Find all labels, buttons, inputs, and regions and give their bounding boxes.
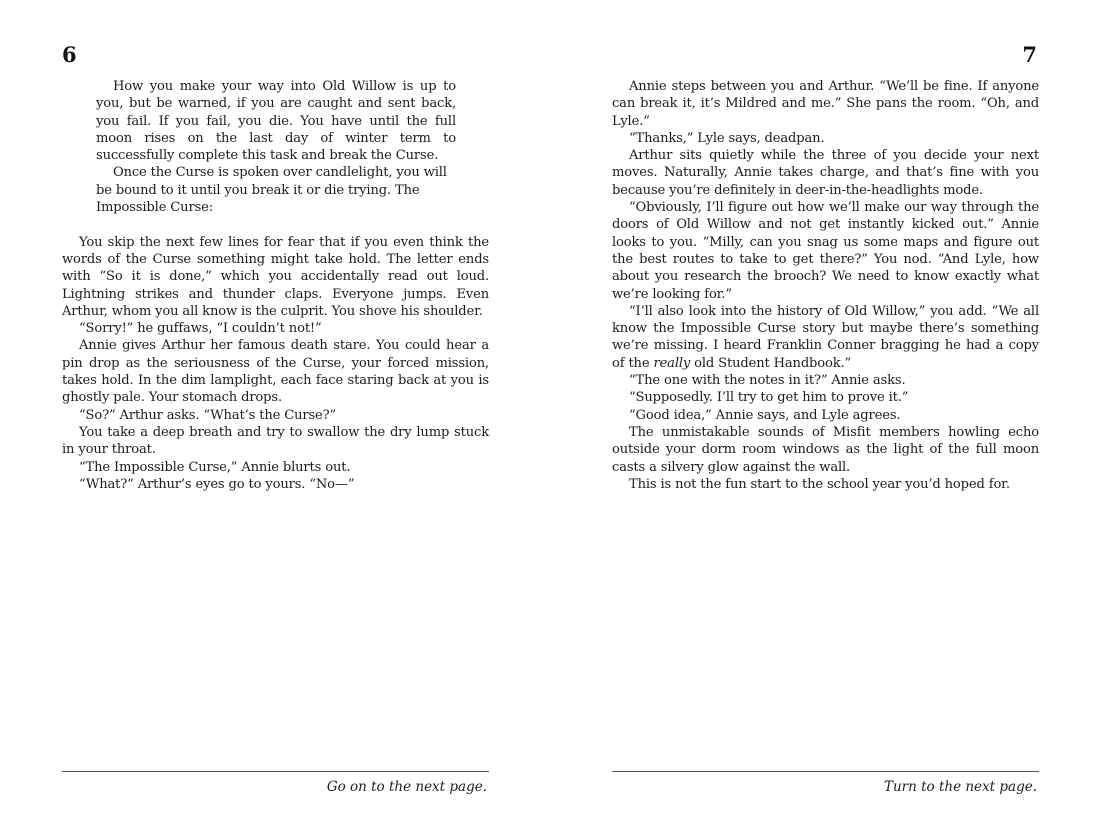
body-paragraph: “The one with the notes in it?” Annie asks. (629, 373, 906, 389)
letter-paragraph: How you make your way into Old Willow is up to you, but be warned, if you are caught and sent back, you fail. If you fail, you die. You have until the full moon rises on the last day of winter term to successfully complete this task and break the Curse. (96, 79, 456, 164)
emphasis-word: really (653, 355, 691, 371)
body-paragraph: “Thanks,” Lyle says, deadpan. (629, 130, 825, 146)
footer-divider (62, 771, 489, 772)
footer-instruction: Go on to the next page. (326, 779, 487, 795)
body-paragraph: You skip the next few lines for fear that if you even think the words of the Curse something might take hold. The letter ends with “So it is done,” which you accidentally read out loud. Lightning strikes and thunder claps. Everyone jumps. Even Arthur, whom you all know is the culprit. You shove his shoulder. (62, 234, 489, 319)
body-paragraph: Annie steps between you and Arthur. “We’ll be fine. If anyone can break it, it’s Mildred and me.” She pans the room. “Oh, and Lyle.” (612, 79, 1039, 129)
body-paragraph: This is not the fun start to the school year you’d hoped for. (629, 476, 1010, 492)
body-paragraph: “What?” Arthur’s eyes go to yours. “No—” (79, 476, 355, 492)
body-paragraph: You take a deep breath and try to swallow the dry lump stuck in your throat. (62, 424, 489, 458)
right-page (612, 0, 1039, 825)
page-number: 6 (62, 42, 77, 67)
letter-paragraph: Once the Curse is spoken over candlelight, you will be bound to it until you break it or die trying. The Impossible Curse: (96, 165, 447, 216)
body-paragraph: Arthur sits quietly while the three of you decide your next moves. Naturally, Annie takes charge, and that’s fine with you because you’re definitely in deer-in-the-headlights mode. (612, 148, 1039, 198)
left-page-body (62, 78, 489, 493)
footer-divider (612, 771, 1039, 772)
paragraph-text-tail: old Student Handbook.” (690, 355, 852, 371)
body-paragraph: “Supposedly. I’ll try to get him to prove it.” (629, 390, 909, 406)
left-page (62, 0, 489, 825)
page-number: 7 (1022, 42, 1037, 67)
body-paragraph: The unmistakable sounds of Misfit members howling echo outside your dorm room windows as the light of the full moon casts a silvery glow against the wall. (612, 424, 1039, 475)
footer-instruction: Turn to the next page. (883, 779, 1037, 795)
body-paragraph: “Sorry!” he guffaws, “I couldn’t not!” (79, 321, 322, 337)
body-paragraph: “Good idea,” Annie says, and Lyle agrees. (629, 407, 901, 423)
body-paragraph: “The Impossible Curse,” Annie blurts out. (79, 459, 351, 475)
right-page-body (612, 78, 1039, 493)
body-paragraph: “So?” Arthur asks. “What’s the Curse?” (79, 407, 337, 423)
body-paragraph-with-emphasis (612, 303, 1039, 372)
body-paragraph: “Obviously, I’ll figure out how we’ll make our way through the doors of Old Willow and not get instantly kicked out.” Annie looks to you. “Milly, can you snag us some maps and figure out the best routes to take to get there?” You nod. “And Lyle, how about you research the brooch? We need to know exactly what we’re looking for.” (612, 200, 1039, 302)
body-paragraph: Annie gives Arthur her famous death stare. You could hear a pin drop as the seriousness of the Curse, your forced mission, takes hold. In the dim lamplight, each face staring back at you is ghostly pale. Your stomach drops. (62, 338, 489, 406)
curse-letter-excerpt (96, 78, 456, 216)
paragraph-text: “I’ll also look into the history of Old Willow,” you add. “We all know the Impossible Curse story but maybe there’s something we’re missing. I heard Franklin Conner bragging he had a copy of the (612, 303, 1039, 371)
